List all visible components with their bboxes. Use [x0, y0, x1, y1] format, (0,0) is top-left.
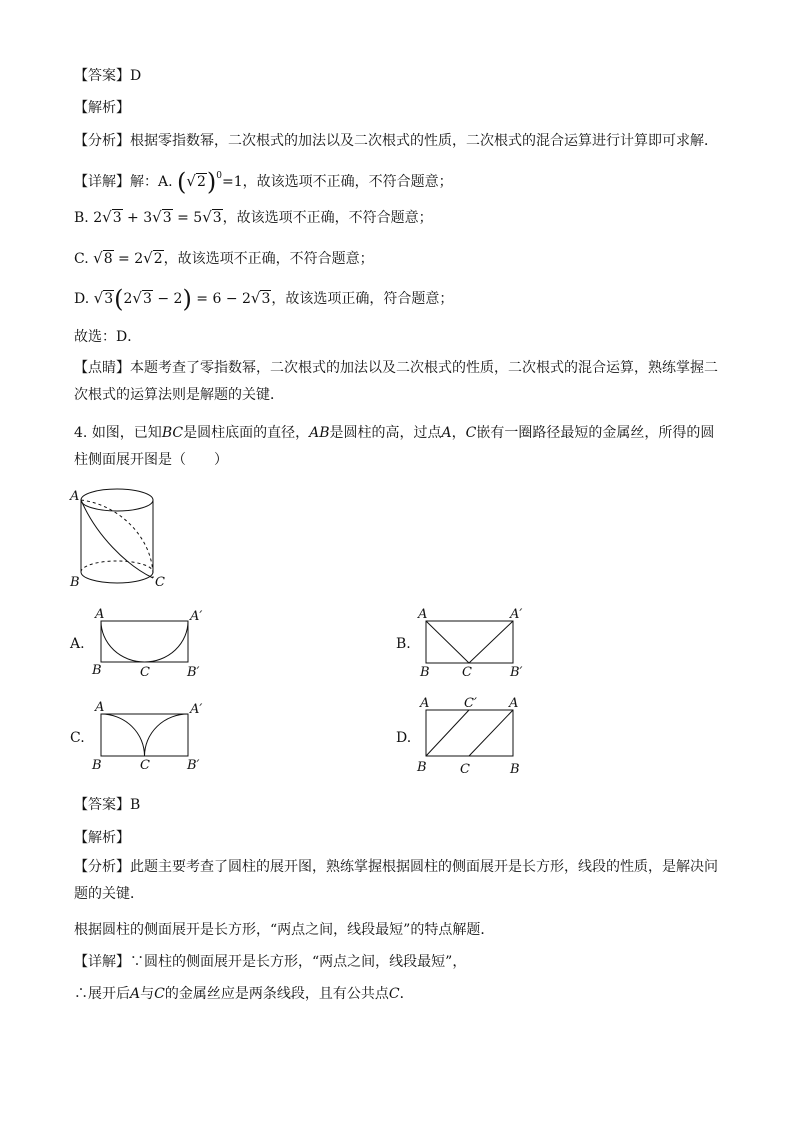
option-a-label[interactable]: A.	[70, 636, 85, 652]
detail-line-d	[74, 285, 454, 313]
rule-line-q4: 根据圆柱的侧面展开是长方形，“两点之间，线段最短”的特点解题．	[74, 922, 495, 938]
formula-a: $(√2)^0$	[177, 168, 222, 196]
detail-line-b	[74, 207, 433, 228]
opt-b-label-a2: A′	[510, 607, 523, 622]
opt-c-label-c: C	[140, 758, 150, 773]
opt-a-label-a2: A′	[190, 609, 203, 624]
answer-tag: 【答案】	[74, 68, 130, 84]
opt-b-label-b2: B′	[510, 665, 523, 680]
q4-stem-part: 如图，已知	[91, 425, 162, 441]
cylinder-figure	[66, 480, 176, 595]
q4-stem-part: 嵌有一圈路径最短的金属丝，所得的圆柱侧面展开图是（ ）	[74, 425, 715, 468]
answer-line-q3	[74, 66, 141, 86]
q4-stem-part: 是圆柱底面的直径，	[183, 425, 310, 441]
opt-c-label-b: B	[92, 758, 102, 773]
opt-d-label-b: B	[417, 760, 427, 775]
detail-line-q4	[74, 952, 466, 972]
detail-line-a	[74, 166, 453, 196]
formula-b: 2√3 + 3√3 = 5√3	[93, 208, 222, 226]
detail-tag: 【详解】	[74, 174, 130, 190]
option-c-figure	[90, 698, 210, 776]
opt-d-label-c2: C′	[464, 696, 477, 711]
option-d-label[interactable]: D.	[396, 730, 412, 746]
label-c: C.	[74, 251, 89, 267]
dianjing-text: 本题考查了零指数幂，二次根式的加法以及二次根式的性质，二次根式的混合运算，熟练掌握二次根式的运算法则是解题的关键．	[74, 360, 718, 403]
q4-stem-part: 是圆柱的高，过点	[329, 425, 442, 441]
opt-b-label-c: C	[462, 665, 472, 680]
q4-stem-a: A	[441, 425, 452, 441]
result-d: ，故该选项正确，符合题意；	[271, 291, 454, 307]
label-d: D.	[74, 291, 90, 307]
detail-line-c	[74, 248, 374, 269]
result-a: =1，故该选项不正确，不符合题意；	[221, 174, 453, 190]
therefore-part: 与	[140, 986, 155, 1002]
answer-tag: 【答案】	[74, 797, 130, 813]
opt-d-label-c: C	[460, 762, 470, 776]
fenxi-text: 此题主要考查了圆柱的展开图，熟练掌握根据圆柱的侧面展开是长方形，线段的性质，是解决问题的关键．	[74, 859, 718, 902]
opt-c-label-b2: B′	[187, 758, 200, 773]
detail-tag: 【详解】	[74, 954, 130, 970]
fenxi-line-q3	[74, 131, 718, 151]
option-b-label[interactable]: B.	[396, 636, 411, 652]
detail-prefix: 解：A.	[130, 174, 173, 190]
analysis-heading: 【解析】	[74, 100, 130, 116]
formula-c: √8 = 2√2	[93, 249, 163, 267]
q4-stem-bc: BC	[161, 425, 184, 441]
q4-stem-part: ，	[451, 425, 466, 441]
option-c-label[interactable]: C.	[70, 730, 85, 746]
therefore-part: 的金属丝应是两条线段，且有公共点	[164, 986, 389, 1002]
therefore-part: ∴展开后	[74, 986, 130, 1002]
answer-line-q4	[74, 795, 140, 815]
formula-d: √3(2√3 − 2) = 6 − 2√3	[93, 285, 271, 313]
opt-d-label-a-right: A	[509, 696, 519, 711]
therefore-c2: C	[388, 986, 400, 1002]
q4-stem	[74, 420, 719, 474]
cyl-label-c: C	[155, 575, 165, 590]
detail-text: ∵圆柱的侧面展开是长方形，“两点之间，线段最短”，	[130, 954, 467, 970]
dianjing-tag: 【点睛】	[74, 360, 130, 376]
q4-stem-c: C	[465, 425, 477, 441]
dianjing-paragraph	[74, 355, 719, 409]
opt-a-label-a: A	[95, 607, 105, 622]
fenxi-paragraph-q4	[74, 854, 719, 908]
opt-b-label-a: A	[418, 607, 428, 622]
answer-value: B	[130, 797, 141, 813]
opt-a-label-c: C	[140, 665, 150, 680]
q4-number: 4.	[74, 425, 88, 441]
analysis-heading-q4: 【解析】	[74, 830, 130, 846]
opt-d-label-b-right: B	[510, 762, 520, 776]
option-a-figure	[90, 604, 210, 682]
opt-a-label-b2: B′	[187, 665, 200, 680]
answer-value: D	[130, 68, 142, 84]
opt-c-label-a: A	[95, 700, 105, 715]
fenxi-text: 根据零指数幂，二次根式的加法以及二次根式的性质，二次根式的混合运算进行计算即可求解．	[130, 133, 718, 149]
option-d-figure	[415, 694, 535, 776]
cyl-label-a: A	[70, 489, 80, 504]
opt-b-label-b: B	[420, 665, 430, 680]
result-b: ，故该选项不正确，不符合题意；	[222, 210, 433, 226]
opt-c-label-a2: A′	[190, 702, 203, 717]
opt-d-label-a: A	[420, 696, 430, 711]
therefore-line-q4	[74, 984, 414, 1004]
option-b-figure	[415, 604, 535, 682]
result-c: ，故该选项不正确，不符合题意；	[163, 251, 374, 267]
choose-line-q3: 故选：D．	[74, 329, 142, 345]
label-b: B.	[74, 210, 89, 226]
fenxi-tag: 【分析】	[74, 133, 130, 149]
therefore-a: A	[130, 986, 141, 1002]
cyl-label-b: B	[70, 575, 80, 590]
opt-a-label-b: B	[92, 663, 102, 678]
therefore-part: ．	[399, 986, 414, 1002]
fenxi-tag: 【分析】	[74, 859, 130, 875]
q4-stem-ab: AB	[309, 425, 330, 441]
therefore-c: C	[154, 986, 165, 1002]
